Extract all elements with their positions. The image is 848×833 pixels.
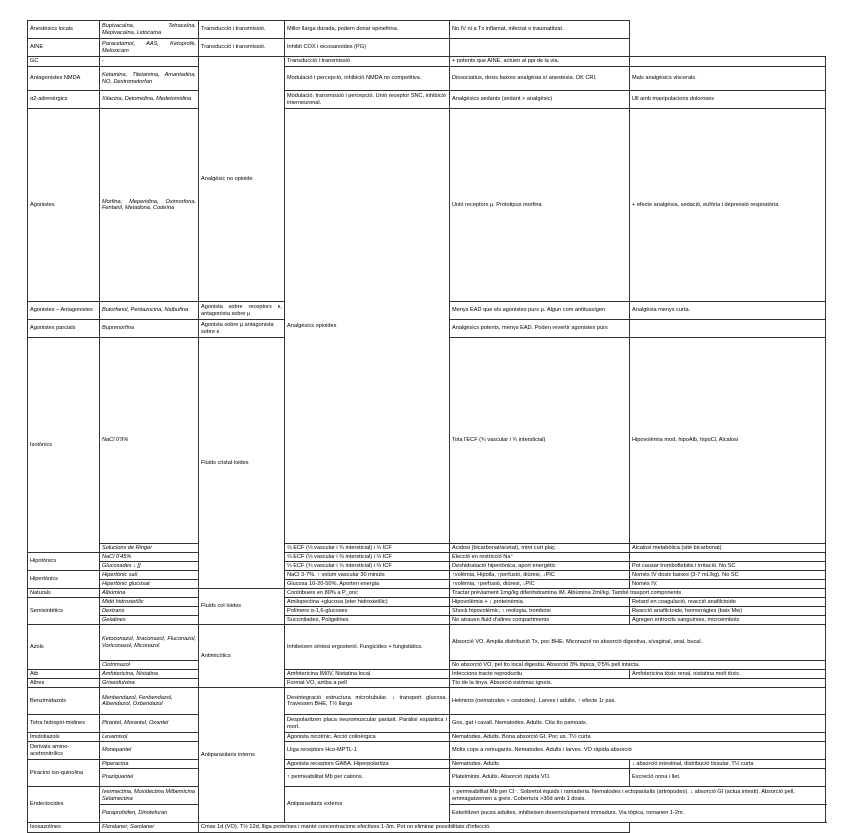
table-cell: Shock hipovolèmic, ↑ reologia, trombosi xyxy=(450,607,630,616)
table-cell: Agonista receptors GABA. Hiperpolarítza xyxy=(285,760,450,769)
table-cell: NaCl 0'45% xyxy=(100,553,199,562)
table-cell: Analgèsia menys curta. xyxy=(630,302,826,320)
table-cell: Despolaritzen placa neuromuscular paràsit. Paràlisi espàstica i mort. xyxy=(285,715,450,733)
table-cell: Paraprofxifen, Dinotefuran xyxy=(100,805,199,823)
table-cell: Imidotiazols xyxy=(28,733,100,742)
table-cell: Hipertònic glucosat xyxy=(100,580,199,589)
table-row xyxy=(28,598,826,607)
table-cell: Agregen eritrocits sanguínies, microèmbols xyxy=(630,616,826,625)
table-cell: Transducció i transmissió. xyxy=(199,39,285,57)
table-cell: Hipotònics xyxy=(28,553,100,571)
table-cell: Absorció VO. Amplia distribució Tx, poc BHE. Miconazol no absorció digestiva, s/vaginal, anal, bucal. xyxy=(450,625,826,661)
table-cell: No absorció VO, pel tto local digestiu. Absorció 3% tòpica, 0'5% pell intacta. xyxy=(450,661,826,670)
table-cell: Solucions de Ringer xyxy=(100,544,199,553)
table-row xyxy=(28,733,826,742)
table-cell: ⅔ ECF (⅓ vascular i ¾ intersticial) i ⅓ ICF xyxy=(285,544,450,553)
table-cell: + efecte analgèsia, sedació, eufòria i depressió respiratòria. xyxy=(630,109,826,302)
table-cell xyxy=(630,553,826,562)
table-cell xyxy=(630,320,826,338)
table-cell: ↑ permeabilitat Mb per Cl⁻. Sobretot èquids i ramaderia. Nematodes i ectoparàsits (artròpodes). ↓ absorció GI (actua intesti). Absorció pell, emmagatzemen a greix. Cobertura >30d amb 1 dosis. xyxy=(450,787,826,805)
table-row xyxy=(28,109,826,302)
table-cell: Midó hidroxietílic xyxy=(100,598,199,607)
table-cell: Menys EAD que els agonistes purs μ. Algun com antitussígen xyxy=(450,302,630,320)
table-cell: Buprenorfina xyxy=(100,320,199,338)
table-row xyxy=(28,769,826,787)
table-cell: Acidosi (bicarbonat/acetat), mtnt curt plaç xyxy=(450,544,630,553)
table-cell: Amfotericina tòxic renal, nistatina molt tòxic. xyxy=(630,670,826,679)
table-row xyxy=(28,553,826,562)
pharmacology-table xyxy=(27,20,825,833)
table-cell: Hipertònics xyxy=(28,571,100,589)
table-cell: Butorfanol, Pentazocina, Nalbufina xyxy=(100,302,199,320)
table-cell: Agonistes xyxy=(28,109,100,302)
table-cell: Antimicòtics xyxy=(199,625,285,688)
table-cell: No IV ni a Tx inflamat, infectat o traumatitzat. xyxy=(450,21,630,39)
table-row xyxy=(28,625,826,661)
table-cell: Anestèsics locals xyxy=(28,21,100,39)
table-cell: ↑volèmia, Hipolla, ↑perfusió, diüresi, ↓PIC xyxy=(450,571,630,580)
table-body xyxy=(28,21,826,833)
table-cell: Només IV dosis baixes (3-7 mL/kg). No SC xyxy=(630,571,826,580)
table-cell: Millor llarga durada, podem donar epinefrina. xyxy=(285,21,450,39)
table-cell: Dextrans xyxy=(100,607,199,616)
table-cell: Polímers α-1,6-glucoses xyxy=(285,607,450,616)
table-row xyxy=(28,589,826,598)
table-cell: Altres xyxy=(28,679,100,688)
table-cell: Derivats amino-acetronitrílics xyxy=(28,742,100,760)
table-cell: ⅓ ECF (¾ vascular i ¼ intersticial) i ⅔ ICF xyxy=(285,562,450,571)
table-cell: Mals analgèsics viscerals. xyxy=(630,67,826,91)
table-cell: NaCl 3-7%. ↑ volum vascular 30 minuts xyxy=(285,571,450,580)
table-cell: Griseofulvina xyxy=(100,679,199,688)
table-cell: Agonistes parcials xyxy=(28,320,100,338)
table-cell: Piperacina xyxy=(100,760,199,769)
table-cell: Tetra hidropiri-midines xyxy=(28,715,100,733)
table-row xyxy=(28,57,826,67)
table-cell: ⅔ ECF (⅓ vascular i ⅔ intersticial) i ⅓ ICF xyxy=(285,553,450,562)
table-cell: Analgèsics opioides xyxy=(285,109,450,544)
table-cell: Reacció anafilctoide, hemorràgies (baix Mw) xyxy=(630,607,826,616)
table-cell: Xilacina, Detomidina, Medetomidina xyxy=(100,91,199,109)
table-cell: AINE xyxy=(28,39,100,57)
table-cell: Amilopectina +glucosa (eter hidroxietílic) xyxy=(285,598,450,607)
table-cell: Només IV. xyxy=(630,580,826,589)
table-cell: Molts cops a remugants. Nematodes. Adults i larves. VO ràpida absorció xyxy=(450,742,826,760)
table-cell: Atb xyxy=(28,670,100,679)
table-cell: Ull amb manipulacions doloroses xyxy=(630,91,826,109)
table-cell: Format VO, arriba a pell xyxy=(285,679,450,688)
table-cell: Lliga receptors Hco-MPTL-1 xyxy=(285,742,450,760)
table-cell: Albúmina xyxy=(100,589,199,598)
table-cell: Piracino iso-quinolina xyxy=(28,760,100,787)
table-cell: Amfotericina, Nistatina xyxy=(100,670,199,679)
table-cell: Cmax 1d (VO). T½ 12d, lliga proteïnes i manté concentracions efectives 1-3m. Pot no eliminar possibilitats d'infecció. xyxy=(199,823,630,833)
table-cell: Antagonistes NMDA xyxy=(28,67,100,91)
table-row xyxy=(28,544,826,553)
table-cell: Monepantel xyxy=(100,742,199,760)
table-cell: Succinilades, Poligelines xyxy=(285,616,450,625)
table-cell: Ketamina, Tiletamina, Amantadina, NO, Dextrometorfan xyxy=(100,67,199,91)
table-cell: Fluids cristal·loides xyxy=(199,338,285,589)
table-cell: ↓ absorció intestinal, distribució tissular. T½ curta xyxy=(630,760,826,769)
table-cell: Agonista nicotínic. Acció colinèrgica xyxy=(285,733,450,742)
table-cell: Retard en coagulació, reacció anafilctoide xyxy=(630,598,826,607)
table-cell: Benzimidazols xyxy=(28,688,100,715)
table-cell: Tota l'ECF (¾ vascular i ¾ intersticial) xyxy=(450,338,630,544)
table-cell: Ketoconazol, Itraconazol, Fluconazol, Voriconazol, Miconazol xyxy=(100,625,199,661)
table-row xyxy=(28,562,826,571)
table-cell: + potents que AINE, actuen al ppi de la via. xyxy=(450,57,630,67)
table-cell: Paracetamol, AAS, Ketoprofè, Meloxicam xyxy=(100,39,199,57)
table-cell: Antiparasitaris externs xyxy=(285,787,450,823)
table-cell: Pirantel, Morantel, Oxantel xyxy=(100,715,199,733)
table-cell: Isotònics xyxy=(28,338,100,553)
table-cell: Amfotericina IM/IV, Nistatina local. xyxy=(285,670,450,679)
table-cell: Transducció i transmissió xyxy=(285,57,450,67)
table-cell: ↑ permeabilitat Mb per cations. xyxy=(285,769,450,787)
table-cell: Analgèsics sedants (sedant > analgèsic) xyxy=(450,91,630,109)
table-cell: Desintegració estructura microtubular. ↓ transport glucosa. Travessen BHE, T½ llarga xyxy=(285,688,450,715)
table-row xyxy=(28,607,826,616)
table-cell: Tractar prèviament 1mg/kg difenhidramina IM. Albúmina 2ml/kg. També trasport components xyxy=(450,589,826,598)
table-cell: Analgèsic no opioide xyxy=(199,57,285,302)
table-cell: Levamisol xyxy=(100,733,199,742)
table-cell: Fluids col·loides xyxy=(199,589,285,625)
table-cell: Inhibit COX i eicosanoides (PG) xyxy=(285,39,450,57)
table-row xyxy=(28,787,826,805)
table-row xyxy=(28,715,826,733)
table-cell: Inhibeixen síntesi ergosterol. Fungicides + fungistàtics. xyxy=(285,625,450,670)
table-cell: Gos, gat i cavall. Nematodes. Adults. Cita tto pamoats. xyxy=(450,715,826,733)
table-row xyxy=(28,21,826,39)
table-cell: α2-adrenèrgics xyxy=(28,91,100,109)
table-cell: Unió receptors μ. Prototipus morfina xyxy=(450,109,630,302)
table-row xyxy=(28,823,826,833)
table-cell: Antiparasitaris interns xyxy=(199,688,285,823)
table-cell: Infeccions tracte reproductiu xyxy=(450,670,630,679)
table-cell: Ivermectina, Moxidectina Milbemicina Selamectina xyxy=(100,787,199,805)
table-cell: Praziquantel xyxy=(100,769,199,787)
table-row xyxy=(28,616,826,625)
table-row xyxy=(28,760,826,769)
table-cell: Fluralaner, Sarolaner xyxy=(100,823,199,833)
drug-summary-table xyxy=(27,20,826,833)
table-cell xyxy=(630,57,826,67)
table-cell: Clotrimazol xyxy=(100,661,199,670)
table-row xyxy=(28,679,826,688)
table-row xyxy=(28,580,826,589)
table-cell: Analgèsics potents, menys EAD. Poden revertir agonistes purs xyxy=(450,320,630,338)
table-cell: Bupivacaïna, Tetracaïna, Mepivacaïna, Lidocaïna xyxy=(100,21,199,39)
table-cell: Agonistes – Antagonistes xyxy=(28,302,100,320)
table-cell: Agonista sobre receptors κ, antagonista sobre μ xyxy=(199,302,285,320)
table-cell xyxy=(450,39,630,57)
table-row xyxy=(28,688,826,715)
table-cell: Nematodes. Adults xyxy=(450,760,630,769)
table-row xyxy=(28,670,826,679)
table-cell: Morfina, Meperidina, Oximorfona, Fentanil, Metadona, Codeïna xyxy=(100,109,199,302)
table-cell: Esterilitzen puces adultes, inhibeixen desenvolupament immadurs. Via tòpica, romanen 1-2m. xyxy=(450,805,826,823)
table-row xyxy=(28,91,826,109)
table-row xyxy=(28,67,826,91)
table-cell: Hipertònic salí xyxy=(100,571,199,580)
table-cell: Endectocides xyxy=(28,787,100,823)
table-cell: Semisintètics xyxy=(28,598,100,625)
table-cell: No atrauen fluid d'altres compartiments xyxy=(450,616,630,625)
table-row xyxy=(28,571,826,580)
table-cell: Transducció i transmissió. xyxy=(199,21,285,39)
table-cell: Alcalosi metabòlica (sitè bicarbonat) xyxy=(630,544,826,553)
table-cell: Glucosa 10-20-50%. Aporten energia xyxy=(285,580,450,589)
table-cell: Platelmints. Adults. Absorció ràpida VO. xyxy=(450,769,630,787)
table-cell: Hipovolèmia + ↓ proteinèmia. xyxy=(450,598,630,607)
table-cell: Azols xyxy=(28,625,100,670)
table-row xyxy=(28,39,826,57)
table-cell: NaCl 0'9% xyxy=(100,338,199,544)
table-cell: ↑volèmia, ↑perfusió, diüresi, ↓PIC xyxy=(450,580,630,589)
table-cell: Modulació, transmissió i percepció. Unió receptor SNC, inhibició interneuronal. xyxy=(285,91,450,109)
table-cell: Glucosades ↓ [] xyxy=(100,562,199,571)
table-cell: Excreció orina i llet. xyxy=(630,769,826,787)
table-cell: Elecció en restricció Na⁺ xyxy=(450,553,630,562)
table-cell: Hipovolèmia mod, hipoAlb, hipoCl, Alcalosi xyxy=(630,338,826,544)
table-cell: - xyxy=(100,57,199,67)
table-cell: Contribueix en 80% a P_onc xyxy=(285,589,450,598)
table-cell: Pot causar tromboflebitis i irritació. No SC xyxy=(630,562,826,571)
table-cell: Helmints (nematodes > cestodes). Larves i adults. ↑ efecte 1r pas. xyxy=(450,688,826,715)
table-row xyxy=(28,742,826,760)
table-cell: Tto de la tinya. Absorció estómac igneix. xyxy=(450,679,826,688)
table-cell: Isoxazolines xyxy=(28,823,100,833)
table-cell: Naturals xyxy=(28,589,100,598)
table-cell: Gelatines xyxy=(100,616,199,625)
table-cell: Dissociatius, dosis baixes analgèsia s/ anestesia. OK CRI. xyxy=(450,67,630,91)
table-cell: Agonista sobre μ antagonista sobre κ xyxy=(199,320,285,338)
table-cell: Deshidratació hipertònica, aport energètic xyxy=(450,562,630,571)
table-cell: Menbendazol, Fenbendazol, Albendazol, Oxbendazol xyxy=(100,688,199,715)
table-cell: Nematodes. Adults. Bona absorció GI. Poc us. T½ curta xyxy=(450,733,826,742)
table-cell: GC xyxy=(28,57,100,67)
table-cell: Modulació i percepció, inhibició NMDA no competitiva. xyxy=(285,67,450,91)
